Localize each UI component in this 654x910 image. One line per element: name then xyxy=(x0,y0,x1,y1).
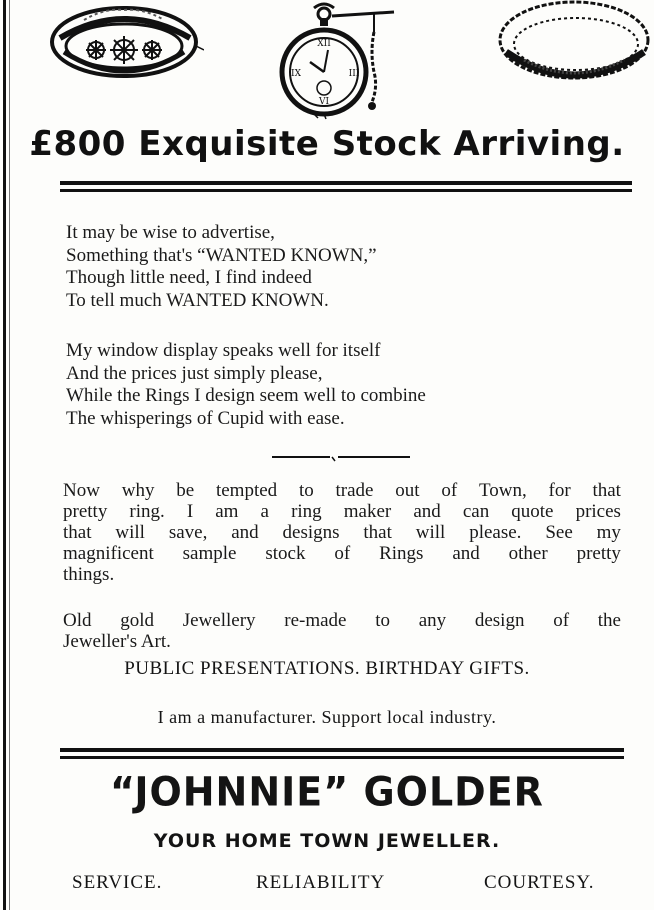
footer-reliability: RELIABILITY xyxy=(256,872,386,893)
pocket-watch-illustration xyxy=(274,2,404,120)
word: and xyxy=(231,522,259,543)
verse-line: It may be wise to advertise, xyxy=(66,222,275,243)
word: why xyxy=(121,480,155,501)
word: quote xyxy=(511,501,554,522)
svg-text:III: III xyxy=(348,69,360,79)
word: Town, xyxy=(478,480,527,501)
signature-rule-thin xyxy=(60,756,624,759)
divider-ornament xyxy=(272,453,412,463)
paragraph-line: things. xyxy=(63,564,115,585)
verse-line: To tell much WANTED KNOWN. xyxy=(66,289,329,311)
word: design xyxy=(474,610,525,631)
word: sample xyxy=(182,543,237,564)
word: that xyxy=(592,480,621,501)
word: and xyxy=(413,501,441,522)
word: and xyxy=(452,543,480,564)
verse-line: Something that's “WANTED KNOWN,” xyxy=(66,244,377,266)
word: my xyxy=(596,522,621,543)
signature-rule-thick xyxy=(60,748,624,752)
manufacturer-line: I am a manufacturer. Support local industry. xyxy=(157,707,497,727)
svg-text:IX: IX xyxy=(291,69,301,79)
paragraph-line xyxy=(63,501,621,522)
footer-courtesy: COURTESY. xyxy=(484,872,595,893)
word: re-made xyxy=(284,610,347,631)
svg-text:VI: VI xyxy=(318,97,330,107)
word: trade xyxy=(335,480,374,501)
word: gold xyxy=(120,610,154,631)
word: will xyxy=(115,522,145,543)
word: will xyxy=(415,522,446,543)
word: Old xyxy=(63,610,92,631)
presentations-line: PUBLIC PRESENTATIONS. BIRTHDAY GIFTS. xyxy=(124,658,530,679)
paragraph-line: Jeweller's Art. xyxy=(63,631,171,652)
word: out xyxy=(395,480,420,501)
word: be xyxy=(176,480,195,501)
word: save, xyxy=(168,522,208,543)
svg-text:XII: XII xyxy=(317,39,331,49)
verse-line: And the prices just simply please, xyxy=(66,362,323,384)
jeweller-tagline: YOUR HOME TOWN JEWELLER. xyxy=(153,830,501,852)
verse-stanza-1 xyxy=(66,222,626,312)
word: Now xyxy=(63,480,100,501)
paragraph-line xyxy=(63,480,621,501)
word: prices xyxy=(575,501,621,522)
word: Jewellery xyxy=(182,610,256,631)
verse-stanza-2 xyxy=(66,340,626,430)
word: maker xyxy=(343,501,392,522)
word: of xyxy=(334,543,351,564)
word: other xyxy=(508,543,548,564)
word: designs xyxy=(282,522,340,543)
word: am xyxy=(215,501,239,522)
word: See xyxy=(545,522,573,543)
word: that xyxy=(363,522,392,543)
word: I xyxy=(186,501,194,522)
word: tempted xyxy=(215,480,278,501)
word: of xyxy=(441,480,458,501)
word: magnificent xyxy=(63,543,154,564)
word: ring xyxy=(291,501,322,522)
word: any xyxy=(418,610,447,631)
word: Rings xyxy=(379,543,424,564)
word: can xyxy=(462,501,490,522)
word: to xyxy=(298,480,314,501)
jewelled-ring-illustration xyxy=(44,0,204,95)
verse-line: While the Rings I design seem well to combine xyxy=(66,385,426,406)
word: please. xyxy=(469,522,522,543)
word: to xyxy=(375,610,390,631)
word: pretty xyxy=(63,501,108,522)
word: a xyxy=(260,501,269,522)
word: stock xyxy=(265,543,306,564)
word: ring. xyxy=(129,501,165,522)
headline-rule-thick xyxy=(60,181,632,185)
paragraph-line xyxy=(63,610,621,631)
headline-rule-thin xyxy=(60,189,632,192)
headline: £800 Exquisite Stock Arriving. xyxy=(29,124,625,164)
verse-line: Though little need, I find indeed xyxy=(66,267,312,288)
paragraph-line xyxy=(63,543,621,564)
word: for xyxy=(548,480,571,501)
footer-service: SERVICE. xyxy=(72,872,163,893)
verse-line: The whisperings of Cupid with ease. xyxy=(66,407,345,429)
body-paragraph-1 xyxy=(63,480,621,585)
word: of xyxy=(553,610,570,631)
word: pretty xyxy=(576,543,621,564)
jeweller-name: “JOHNNIE” GOLDER xyxy=(110,768,544,816)
word: the xyxy=(597,610,621,631)
verse-line: My window display speaks well for itself xyxy=(66,340,381,361)
word: that xyxy=(63,522,92,543)
body-paragraph-2 xyxy=(63,610,621,652)
plain-band-ring-illustration xyxy=(494,0,654,92)
paragraph-line xyxy=(63,522,621,543)
